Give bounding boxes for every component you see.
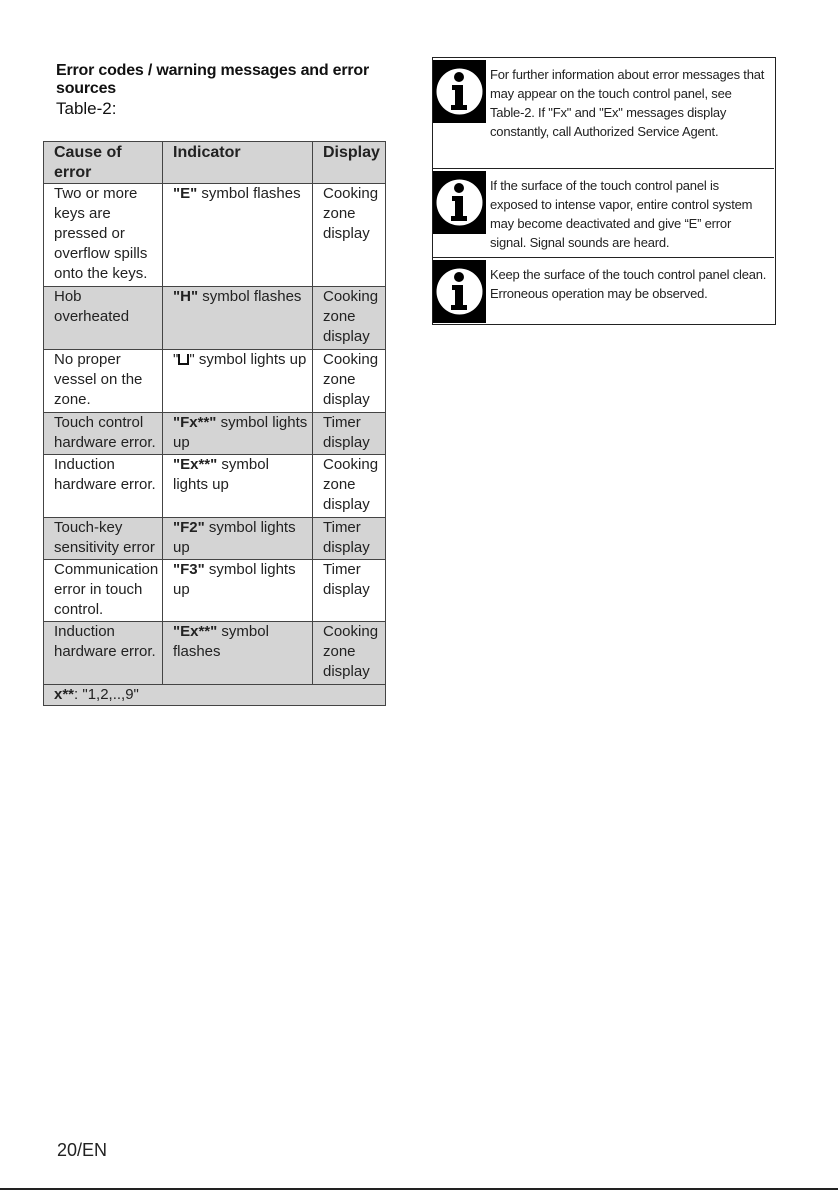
display-cell: Timer display xyxy=(313,518,386,560)
table-label: Table-2: xyxy=(56,99,117,118)
error-code: "Ex**" xyxy=(173,456,218,473)
indicator-cell: " " symbol lights up xyxy=(163,350,313,413)
cause-cell: No proper vessel on the zone. xyxy=(44,350,163,413)
display-cell: Cooking zone display xyxy=(313,287,386,350)
info-note xyxy=(433,169,774,258)
table-header-row xyxy=(44,142,386,184)
pot-symbol-icon xyxy=(178,354,189,365)
info-note-text: For further information about error messages that may appear on the touch control panel, see Table-2. If "Fx" and "Ex" messages display constantly, call Authorized Service Agent. xyxy=(490,67,765,139)
page-number: 20/EN xyxy=(57,1140,108,1160)
error-code: "Fx**" xyxy=(173,414,217,431)
page-bottom-rule xyxy=(0,1188,838,1190)
display-cell: Cooking zone display xyxy=(313,350,386,413)
section-title: Error codes / warning messages and error sources xyxy=(56,62,370,97)
info-notes-box xyxy=(432,57,776,325)
indicator-cell: "E" symbol flashes xyxy=(163,184,313,287)
cause-cell: Touch control hardware error. xyxy=(44,413,163,455)
display-cell: Cooking zone display xyxy=(313,184,386,287)
table-row xyxy=(44,287,386,350)
header-display: Display xyxy=(313,142,386,184)
table-row xyxy=(44,560,386,622)
display-cell: Timer display xyxy=(313,413,386,455)
info-note-text: Keep the surface of the touch control panel clean. Erroneous operation may be observed. xyxy=(490,267,767,301)
header-cause: Cause of error xyxy=(44,142,163,184)
info-icon xyxy=(433,60,486,123)
info-note-text: If the surface of the touch control panel is exposed to intense vapor, entire control system may become deactivated and give “E” error signal. Signal sounds are heard. xyxy=(490,178,753,250)
error-code: "F2" xyxy=(173,519,205,536)
cause-cell: Hob overheated xyxy=(44,287,163,350)
indicator-cell: "H" symbol flashes xyxy=(163,287,313,350)
indicator-cell: "Ex**" symbol flashes xyxy=(163,622,313,685)
table-footnote-row xyxy=(44,685,386,706)
table-row xyxy=(44,518,386,560)
info-note xyxy=(433,58,774,169)
info-icon xyxy=(433,171,486,234)
indicator-cell: "F2" symbol lights up xyxy=(163,518,313,560)
error-code: "Ex**" xyxy=(173,623,218,640)
cause-cell: Communication error in touch control. xyxy=(44,560,163,622)
error-codes-table xyxy=(43,141,386,706)
display-cell: Cooking zone display xyxy=(313,455,386,518)
table-row xyxy=(44,622,386,685)
footnote-cell xyxy=(44,685,386,706)
error-code: "H" xyxy=(173,288,199,305)
table-row xyxy=(44,350,386,413)
indicator-cell: "Fx**" symbol lights up xyxy=(163,413,313,455)
display-cell: Cooking zone display xyxy=(313,622,386,685)
error-code: "E" xyxy=(173,185,198,202)
table-row xyxy=(44,455,386,518)
info-note xyxy=(433,258,774,324)
cause-cell: Induction hardware error. xyxy=(44,455,163,518)
indicator-cell: "F3" symbol lights up xyxy=(163,560,313,622)
display-cell: Timer display xyxy=(313,560,386,622)
table-row xyxy=(44,184,386,287)
cause-cell: Touch-key sensitivity error xyxy=(44,518,163,560)
header-indicator: Indicator xyxy=(163,142,313,184)
footnote-value: : "1,2,..,9" xyxy=(74,686,139,703)
error-code: "F3" xyxy=(173,561,205,578)
footnote-key: x** xyxy=(54,686,75,703)
indicator-cell: "Ex**" symbol lights up xyxy=(163,455,313,518)
cause-cell: Induction hardware error. xyxy=(44,622,163,685)
table-row xyxy=(44,413,386,455)
info-icon xyxy=(433,260,486,323)
cause-cell: Two or more keys are pressed or overflow spills onto the keys. xyxy=(44,184,163,287)
